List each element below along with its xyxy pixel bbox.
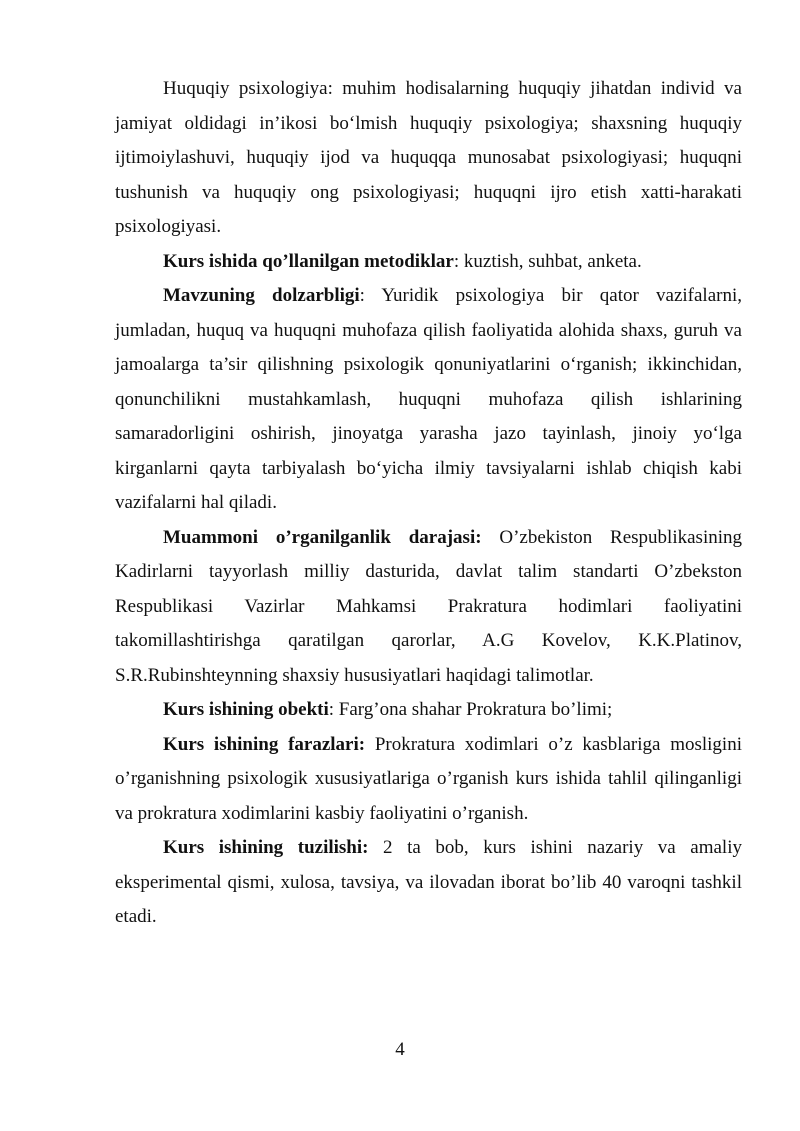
paragraph-heading: Kurs ishining tuzilishi: bbox=[163, 837, 369, 858]
page-number: 4 bbox=[395, 1039, 405, 1060]
paragraph-structure bbox=[115, 831, 742, 935]
paragraph-text: 2 ta bob, kurs ishini nazariy va amaliy eksperimental qismi, xulosa, tavsiya, va ilovadan iborat bo’lib 40 varoqni tashkil etadi. bbox=[115, 837, 742, 927]
paragraph-text: : Yuridik psixologiya bir qator vazifalarni, jumladan, huquq va huquqni muhofaza qilish faoliyatida alohida shaxs, guruh va jamoalarga ta’sir qilishning psixologik qonuniyatlarini o‘rganish; ikkinchidan, qonunchilikni mustahkamlash, huquqni muhofaza qilish ishlarining samaradorligini oshirish, jinoyatga yarasha jazo tayinlash, jinoiy yo‘lga kirganlarni qayta tarbiyalash bo‘yicha ilmiy tavsiyalarni ishlab chiqish kabi vazifalarni hal qiladi. bbox=[115, 285, 742, 513]
page-content bbox=[115, 72, 742, 935]
paragraph-object bbox=[115, 693, 742, 728]
paragraph-hypotheses bbox=[115, 728, 742, 832]
paragraph-text: : kuztish, suhbat, anketa. bbox=[453, 250, 642, 272]
paragraph-study-level bbox=[115, 521, 742, 694]
paragraph-heading: Muammoni o’rganilganlik darajasi: bbox=[163, 526, 482, 548]
paragraph-relevance bbox=[115, 279, 742, 521]
paragraph-text: Prokratura xodimlari o’z kasblariga mosligini o’rganishning psixologik xususiyatlariga o’rganish kurs ishida tahlil qilinganligi va prokratura xodimlarini kasbiy faoliyatini o’rganish. bbox=[115, 733, 742, 824]
paragraph-text: O’zbekiston Respublikasining Kadirlarni tayyorlash milliy dasturida, davlat talim standarti O’zbekston Respublikasi Vazirlar Mahkamsi Prakratura hodimlari faoliyatini takomillashtirishga qaratilgan qarorlar, A.G Kovelov, K.K.Platinov, S.R.Rubinshteynning shaxsiy hususiyatlari haqidagi talimotlar. bbox=[115, 526, 742, 686]
paragraph-text: Huquqiy psixologiya: muhim hodisalarning huquqiy jihatdan individ va jamiyat oldidagi in’ikosi bo‘lmish huquqiy psixologiya; shaxsning huquqiy ijtimoiylashuvi, huquqiy ijod va huquqqa munosabat psixologiyasi; huquqni tushunish va huquqiy ong psixologiyasi; huquqni ijro etish xatti-harakati psixologiyasi. bbox=[115, 78, 742, 237]
paragraph-text: : Farg’ona shahar Prokratura bo’limi; bbox=[328, 699, 613, 720]
paragraph-heading: Mavzuning dolzarbligi bbox=[163, 285, 360, 306]
paragraph-heading: Kurs ishining farazlari: bbox=[163, 733, 366, 755]
paragraph-methods bbox=[115, 245, 742, 280]
paragraph-heading: Kurs ishining obekti bbox=[163, 699, 329, 720]
paragraph-intro bbox=[115, 72, 742, 245]
paragraph-heading: Kurs ishida qo’llanilgan metodiklar bbox=[163, 250, 454, 272]
